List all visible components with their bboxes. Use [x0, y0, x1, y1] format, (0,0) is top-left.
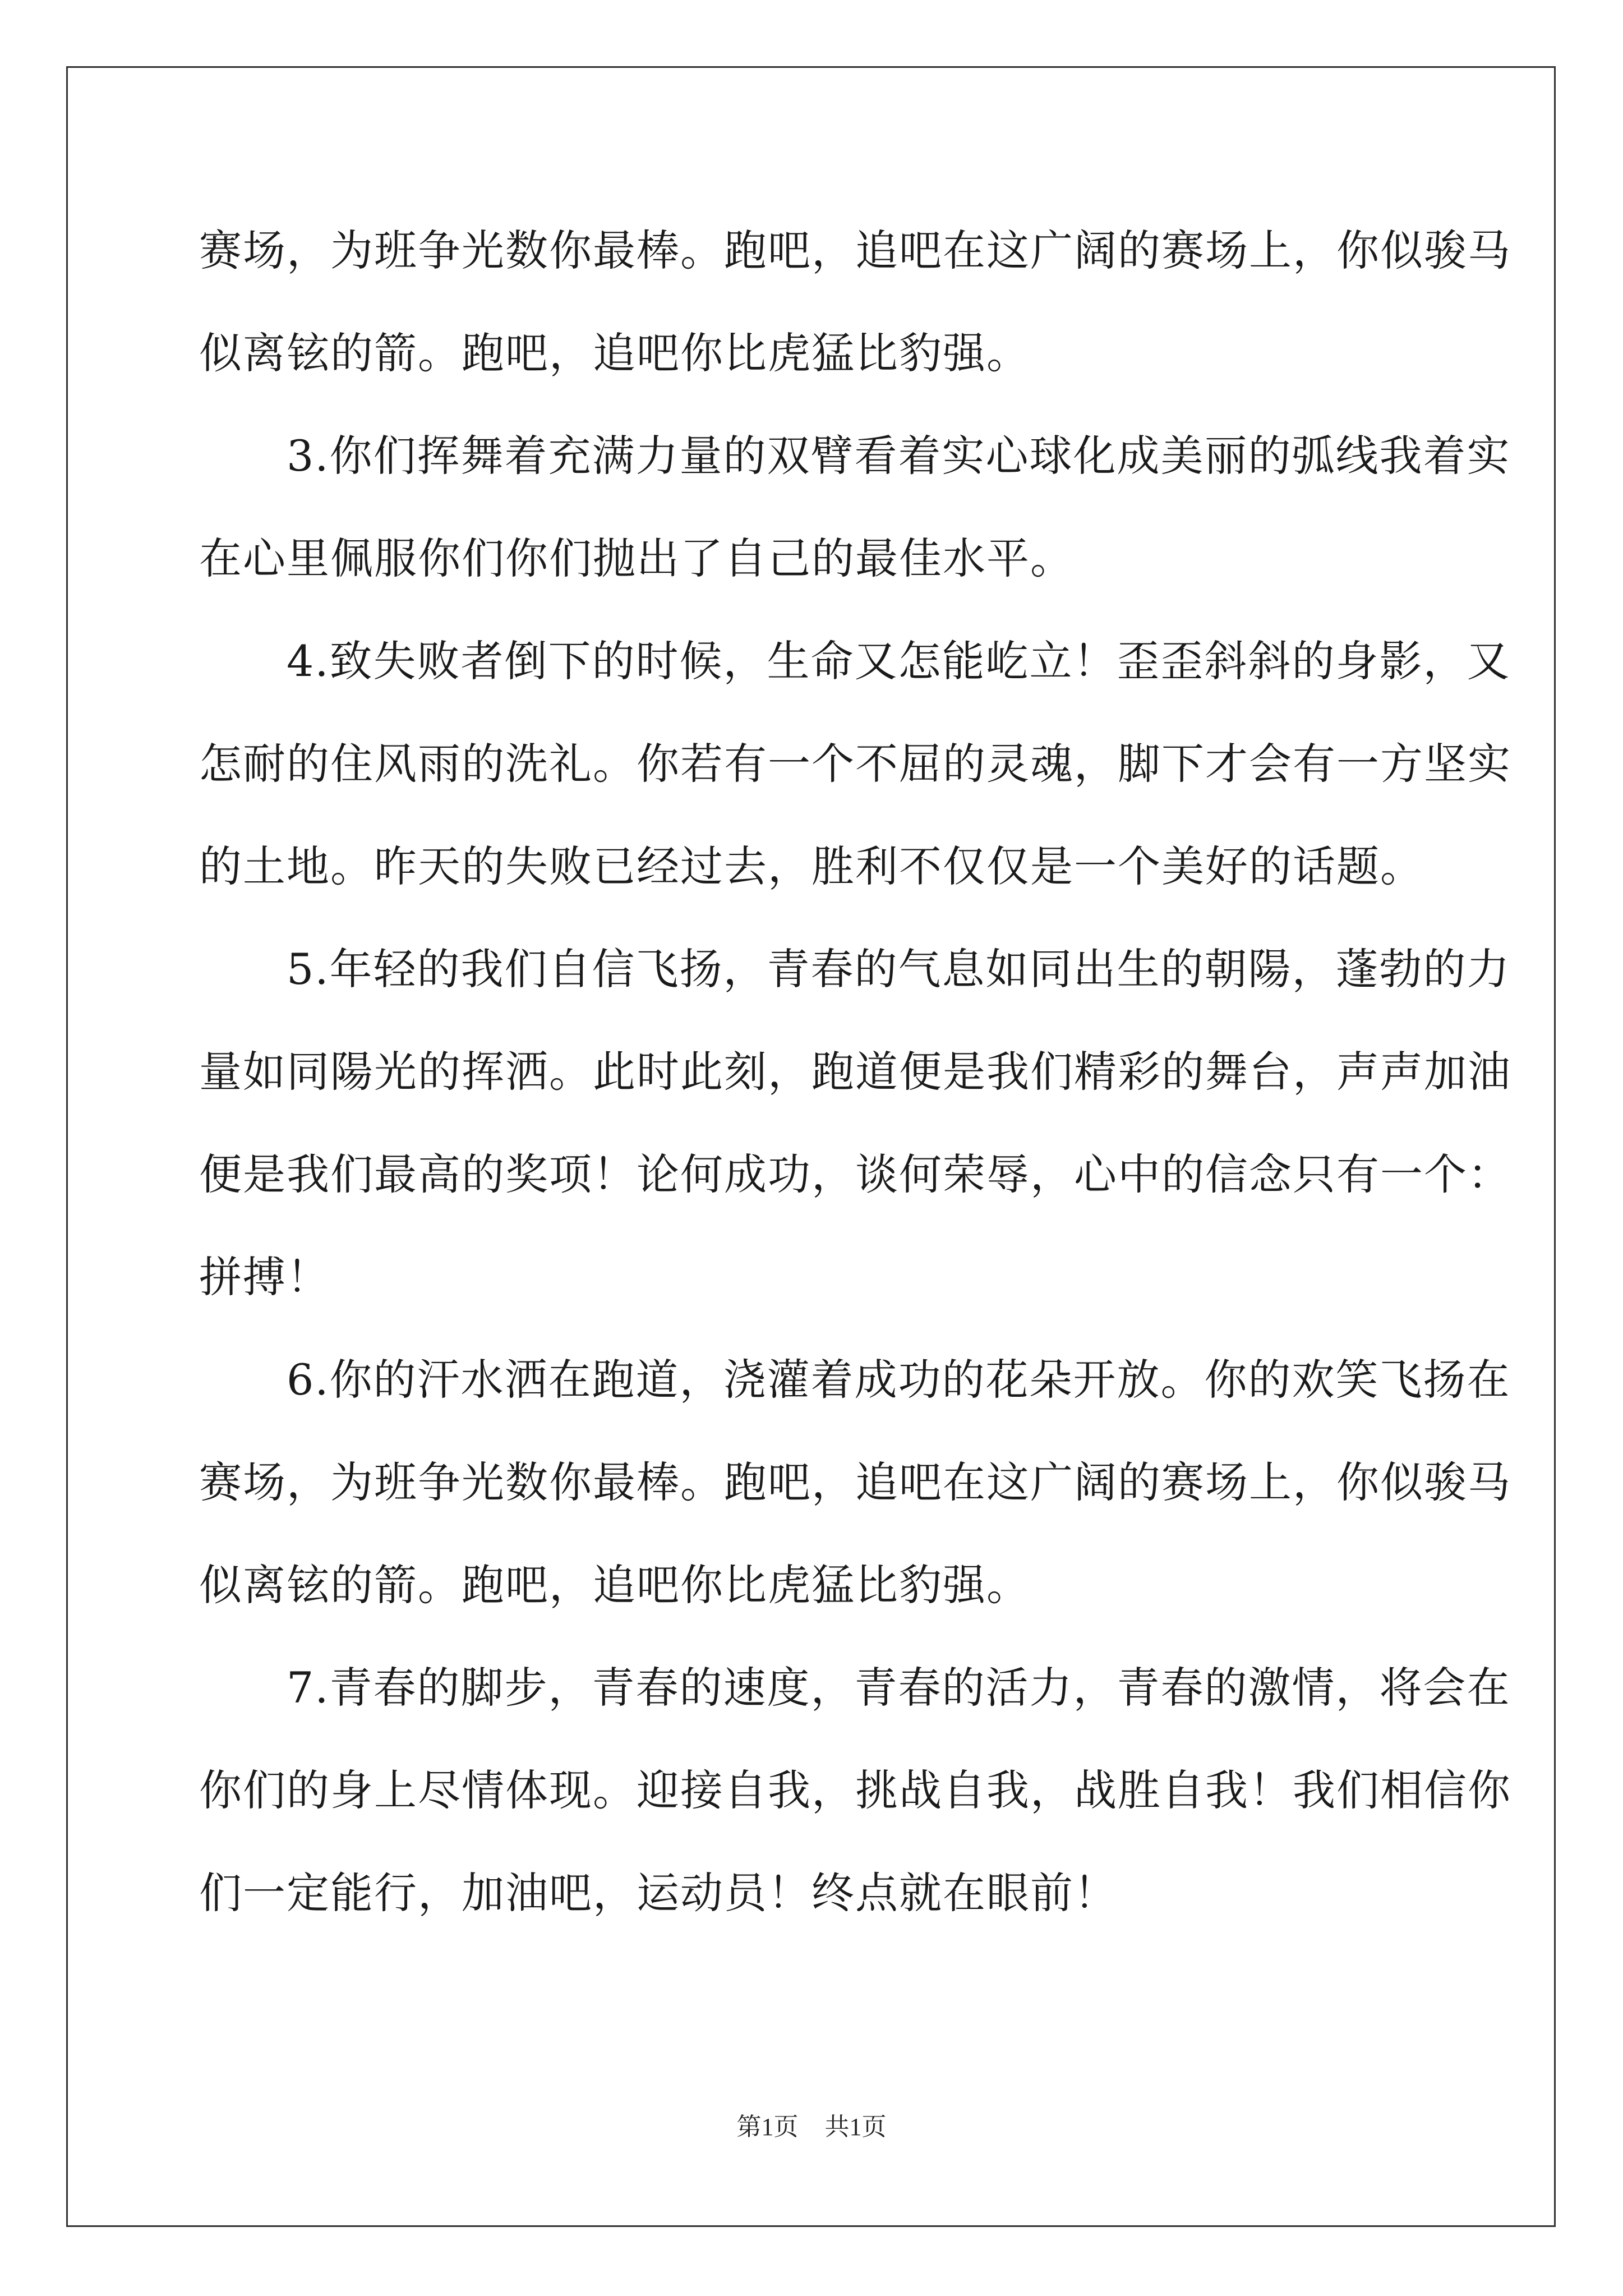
page-number: 第1页 — [736, 2113, 799, 2141]
page-footer — [0, 2106, 1623, 2142]
text-line: 量如同陽光的挥洒。此时此刻，跑道便是我们精彩的舞台，声声加油 — [199, 1047, 1511, 1097]
text-line: 3.你们挥舞着充满力量的双臂看着实心球化成美丽的弧线我着实 — [199, 431, 1511, 481]
paragraph — [199, 1328, 1511, 1636]
text-line: 赛场，为班争光数你最棒。跑吧，追吧在这广阔的赛场上，你似骏马 — [199, 226, 1511, 275]
text-line: 4.致失败者倒下的时候，生命又怎能屹立！歪歪斜斜的身影，又 — [199, 636, 1511, 686]
text-line: 似离铉的箭。跑吧，追吧你比虎猛比豹强。 — [199, 328, 1030, 378]
text-line: 7.青春的脚步，青春的速度，青春的活力，青春的激情，将会在 — [199, 1663, 1511, 1713]
text-line: 便是我们最高的奖项！论何成功，谈何荣辱，心中的信念只有一个： — [199, 1149, 1511, 1199]
text-line: 6.你的汗水洒在跑道，浇灌着成功的花朵开放。你的欢笑飞扬在 — [199, 1355, 1511, 1405]
text-line: 在心里佩服你们你们抛出了自己的最佳水平。 — [199, 533, 1074, 583]
document-body — [199, 199, 1511, 1944]
paragraph — [199, 1636, 1511, 1944]
paragraph — [199, 610, 1511, 918]
text-line: 赛场，为班争光数你最棒。跑吧，追吧在这广阔的赛场上，你似骏马 — [199, 1457, 1511, 1507]
text-line: 们一定能行，加油吧，运动员！终点就在眼前！ — [199, 1868, 1118, 1918]
text-line: 似离铉的箭。跑吧，追吧你比虎猛比豹强。 — [199, 1560, 1030, 1610]
text-line: 怎耐的住风雨的洗礼。你若有一个不屈的灵魂，脚下才会有一方坚实 — [199, 739, 1511, 789]
text-line: 拼搏！ — [199, 1252, 330, 1302]
text-line: 你们的身上尽情体现。迎接自我，挑战自我，战胜自我！我们相信你 — [199, 1765, 1511, 1815]
paragraph — [199, 404, 1511, 610]
paragraph — [199, 199, 1511, 404]
text-line: 5.年轻的我们自信飞扬，青春的气息如同出生的朝陽，蓬勃的力 — [199, 944, 1511, 994]
text-line: 的土地。昨天的失败已经过去，胜利不仅仅是一个美好的话题。 — [199, 841, 1424, 891]
page-total: 共1页 — [824, 2113, 887, 2141]
paragraph — [199, 918, 1511, 1328]
